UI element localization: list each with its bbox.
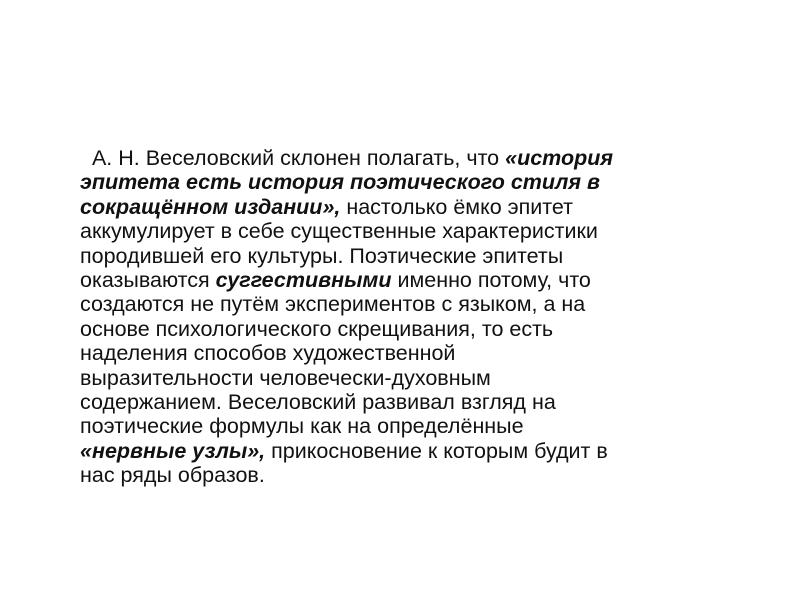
paragraph-line — [80, 439, 750, 463]
emphasized-text: «история — [505, 146, 614, 170]
text-run: оказываются — [80, 267, 216, 292]
paragraph-line — [80, 366, 750, 390]
text-run: основе психологического скрещивания, то есть — [80, 316, 554, 341]
paragraph-line — [80, 170, 750, 194]
paragraph-line — [80, 244, 750, 268]
text-run: выразительности человечески-духовным — [80, 365, 491, 390]
text-run: настолько ёмко эпитет — [340, 194, 573, 219]
emphasized-text: «нервные узлы», — [80, 438, 266, 463]
text-run: породившей его культуры. Поэтические эпитеты — [80, 243, 564, 268]
text-run: создаются не путём экспериментов с языком, а на — [80, 292, 586, 317]
paragraph-line — [80, 414, 750, 438]
text-run: нас ряды образов. — [80, 463, 265, 488]
paragraph-line — [80, 317, 750, 341]
paragraph-line — [80, 219, 750, 243]
text-run: содержанием. Веселовский развивал взгляд на — [80, 389, 556, 414]
text-run: А. Н. Веселовский склонен полагать, что — [80, 146, 506, 170]
emphasized-text: эпитета есть история поэтического стиля в — [80, 170, 601, 195]
text-run: именно потому, что — [391, 267, 591, 292]
text-run: поэтические формулы как на определённые — [80, 414, 524, 439]
text-run: аккумулирует в себе существенные характеристики — [80, 219, 598, 244]
paragraph-line — [80, 268, 750, 292]
emphasized-text: суггестивными — [215, 267, 392, 292]
paragraph-line — [80, 341, 750, 365]
paragraph-line — [80, 146, 750, 170]
paragraph-line — [80, 292, 750, 316]
emphasized-text: сокращённом издании», — [80, 194, 341, 219]
body-paragraph — [80, 146, 750, 487]
text-run: прикосновение к которым будит в — [265, 438, 608, 463]
text-run: наделения способов художественной — [80, 341, 456, 366]
paragraph-line — [80, 390, 750, 414]
paragraph-line — [80, 195, 750, 219]
paragraph-line — [80, 463, 750, 487]
